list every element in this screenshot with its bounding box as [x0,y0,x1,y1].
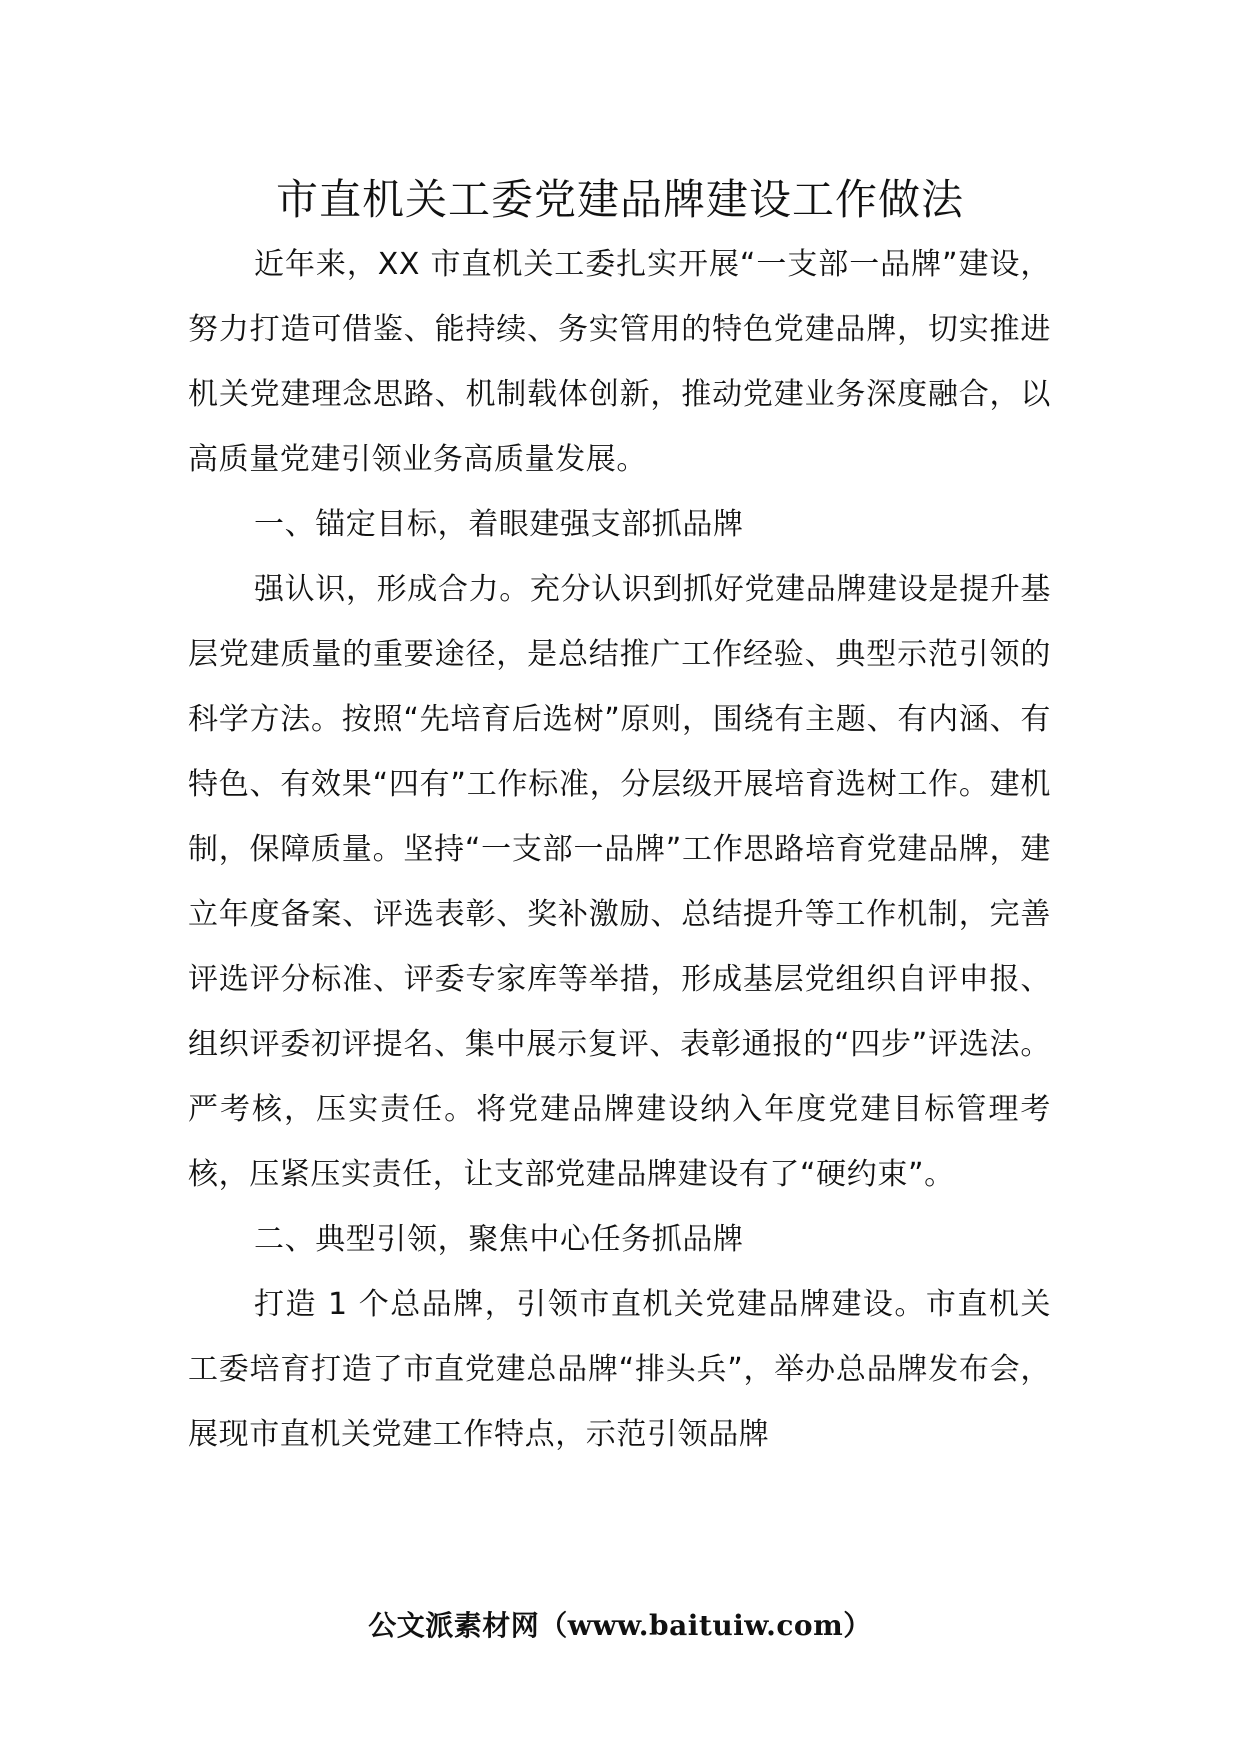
document-body [188,232,1051,1467]
section-2-paragraph: 打造 1 个总品牌，引领市直机关党建品牌建设。市直机关工委培育打造了市直党建总品牌“排头兵”，举办总品牌发布会，展现市直机关党建工作特点，示范引领品牌 [188,1287,1051,1452]
section-1-paragraph: 强认识，形成合力。充分认识到抓好党建品牌建设是提升基层党建质量的重要途径，是总结推广工作经验、典型示范引领的科学方法。按照“先培育后选树”原则，围绕有主题、有内涵、有特色、有效果“四有”工作标准，分层级开展培育选树工作。建机制，保障质量。坚持“一支部一品牌”工作思路培育党建品牌，建立年度备案、评选表彰、奖补激励、总结提升等工作机制，完善评选评分标准、评委专家库等举措，形成基层党组织自评申报、组织评委初评提名、集中展示复评、表彰通报的“四步”评选法。严考核，压实责任。将党建品牌建设纳入年度党建目标管理考核，压紧压实责任，让支部党建品牌建设有了“硬约束”。 [188,572,1051,1192]
footer-watermark: 公文派素材网（www.baituiw.com） [368,1609,872,1642]
intro-paragraph: 近年来，XX 市直机关工委扎实开展“一支部一品牌”建设，努力打造可借鉴、能持续、务实管用的特色党建品牌，切实推进机关党建理念思路、机制载体创新，推动党建业务深度融合，以高质量党建引领业务高质量发展。 [188,247,1051,477]
section-heading-1: 一、锚定目标，着眼建强支部抓品牌 [254,507,744,542]
section-heading-2: 二、典型引领，聚焦中心任务抓品牌 [254,1222,744,1257]
document-title: 市直机关工委党建品牌建设工作做法 [275,175,964,224]
